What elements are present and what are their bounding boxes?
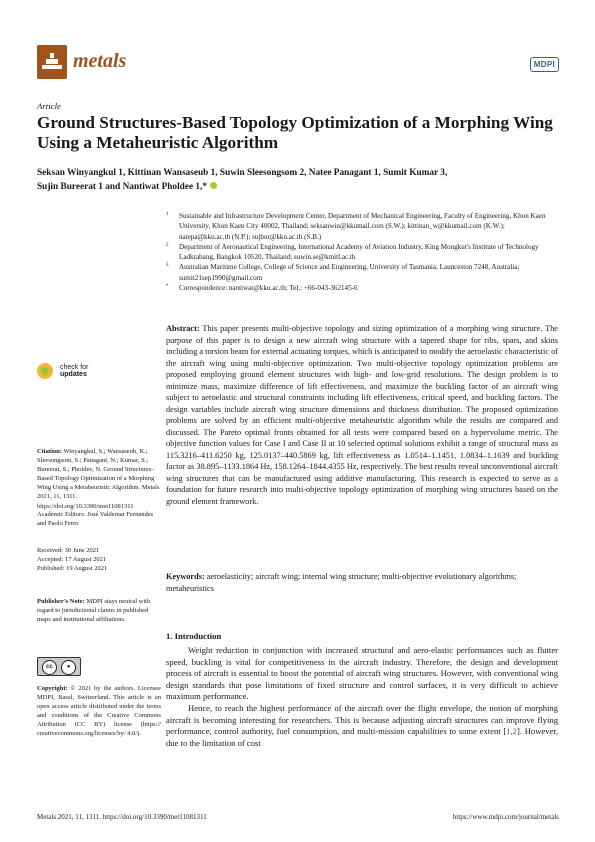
authors-line-1: Seksan Winyangkul 1, Kittinan Wansaseub 1, Suwin Sleesongsom 2, Natee Panagant 1, Sumit Kumar 3, [37,168,448,178]
affiliation-3: 3 Australian Maritime College, College of Science and Engineering, University of Tasmania, Launceston 7248, Australia; sumit21sep1990@gmail.com [166,263,520,282]
date-published: Published: 19 August 2021 [37,565,108,573]
abstract [166,323,558,507]
intro-paragraph-1: Weight reduction in conjunction with increased structural and aero-elastic performances such as flutter speed, buckling is vital for competitiveness in the aircraft industry. Therefore, the design and development process of aircraft is essential to boost the potential of aircraft wing structures. However, with conventional wing design standards that pose limitations of fixed structure and control surfaces, it is very difficult to achieve maximum performance. [166,645,558,702]
introduction-body [166,645,558,749]
abstract-label: Abstract: [166,324,200,333]
check-for-updates-line1: check for [60,363,89,371]
affiliations [166,211,556,293]
mdpi-logo [530,54,559,72]
copyright-label: Copyright: [37,685,68,692]
orcid-icon[interactable] [210,182,217,189]
article-title: Ground Structures-Based Topology Optimization of a Morphing Wing Using a Metaheuristic Algorithm [37,113,553,152]
footer-citation: Metals 2021, 11, 1311. https://doi.org/10.3390/met11081311 [37,813,207,821]
date-accepted: Accepted: 17 August 2021 [37,556,107,564]
citation-label: Citation: [37,448,62,455]
abstract-text: This paper presents multi-objective topology and sizing optimization of a morphing wing structure. The purpose of this paper is to design a new aircraft wing structure with a tapered shape for ribs, spars, and skins including a torsion beam for external actuating torques, which is anticipated to modify the aeroelastic characteristic of the aircraft wing using multi-objective optimization. Two multi-objective topology optimization problems are proposed employing ground element structures with high- and low-grid resolutions. The design problem is to minimize mass, maximize difference of lift effectiveness, and maximize the buckling factor of an aircraft wing subject to aeroelastic and structural constraints including lift effectiveness, critical speed, and buckling factors. The design variables include aircraft wing structure dimensions and thickness distribution. The proposed optimization problems are solved by an efficient multi-objective metaheuristic algorithm while the results are compared and discussed. The Pareto optimal fronts obtained for all tests were compared based on a hypervolume metric. The objective function values for Case I and Case II at 10 selected optimal solutions exhibit a range of structural mass as 115.3216–411.6250 kg, 125.0137–440.5869 kg, lift effectiveness as 1.0514–1.1451, 1.0834–1.1639 and buckling factor as 38.895–1133.1864 Hz, 158.1264–1844.4355 Hz, respectively. The best results reveal unconventional aircraft wing structures that can be manufactured using additive manufacturing. This research is expected to serve as a foundation for future research into multi-objective topology optimization of morphing wing structures based on the ground element framework. [166,324,558,506]
authors-line-2: Sujin Bureerat 1 and Nantiwat Pholdee 1,* [37,180,562,194]
cc-icon: cc [42,660,57,675]
metals-journal-icon [37,45,67,79]
dates-block [37,546,161,573]
publisher-note [37,597,161,624]
check-for-updates-icon [37,363,53,379]
section-heading-introduction: 1. Introduction [166,631,222,641]
check-for-updates-line2: updates [60,371,87,379]
intro-paragraph-2: Hence, to reach the highest performance of the aircraft over the flight envelope, the notion of morphing aircraft is becoming interesting for researchers. This is because adjusting aircraft structures can improve flying performance, control authority, fuel consumption, and multi-mission capabilities to some extent [1,2]. However, due to the limitation of cost [166,702,558,748]
affiliation-2: 2 Department of Aeronautical Engineering, International Academy of Aviation Industry, King Mongkut's Institute of Technology Ladkrabang, Bangkok 10520, Thailand; suwin.se@kmitl.ac.th [166,242,539,262]
keywords-label: Keywords: [166,572,205,581]
affiliation-1: 1 Sustainable and Infrastructure Development Center, Department of Mechanical Engineering, Faculty of Engineering, Khon Kaen University, Khon Kaen City 40002, Thailand; seksanwin@kkumail.com (S.W.); kittinan_w@kkumail.com (K.W.); natepa@kku.ac.th (N.P.); sujbur@kku.ac.th (S.B.) [166,212,546,241]
citation-block [37,447,161,511]
citation-text: Winyangkul, S.; Wansaseub, K.; Sleesongsom, S.; Panagant, N.; Kumar, S.; Bureerat, S.; Pholdee, N. Ground Structures-Based Topology Optimization of a Morphing Wing Using a Metaheuristic Algorithm. Metals 2021, 11, 1311. https://doi.org/10.3390/met11081311 [37,448,160,510]
by-person-icon: ● [61,660,76,675]
publisher-note-text: MDPI stays neutral with regard to jurisdictional claims in published maps and institutional affiliations. [37,598,151,624]
citation-link[interactable]: 1,2 [506,726,517,737]
journal-name: metals [73,50,127,72]
cc-by-license-badge[interactable] [37,657,81,676]
check-for-updates-button[interactable] [37,362,88,380]
article-type: Article [37,101,61,111]
editors-label: Academic Editors: [37,511,86,518]
author-list [37,166,562,194]
academic-editors [37,510,161,528]
editors-text: José Valdemar Fernandes and Paolo Ferro [37,511,154,528]
publisher-logo-text: MDPI [530,57,559,72]
keywords-text: aeroelasticity; aircraft wing; internal wing structure; multi-objective evolutionary algorithms; metaheuristics [166,572,517,593]
keywords [166,571,558,594]
copyright-block [37,684,161,739]
publisher-note-label: Publisher's Note: [37,598,85,605]
correspondence: * Correspondence: nantiwat@kku.ac.th; Tel.: +66-043-362145-6 [166,284,358,293]
footer-journal-url[interactable]: https://www.mdpi.com/journal/metals [452,813,559,821]
date-received: Received: 30 June 2021 [37,547,100,554]
copyright-text: © 2021 by the authors. Licensee MDPI, Basel, Switzerland. This article is an open access article distributed under the terms and conditions of the Creative Commons Attribution (CC BY) license (https:// creativecommons.org/licenses/by/ 4.0/). [37,685,161,738]
